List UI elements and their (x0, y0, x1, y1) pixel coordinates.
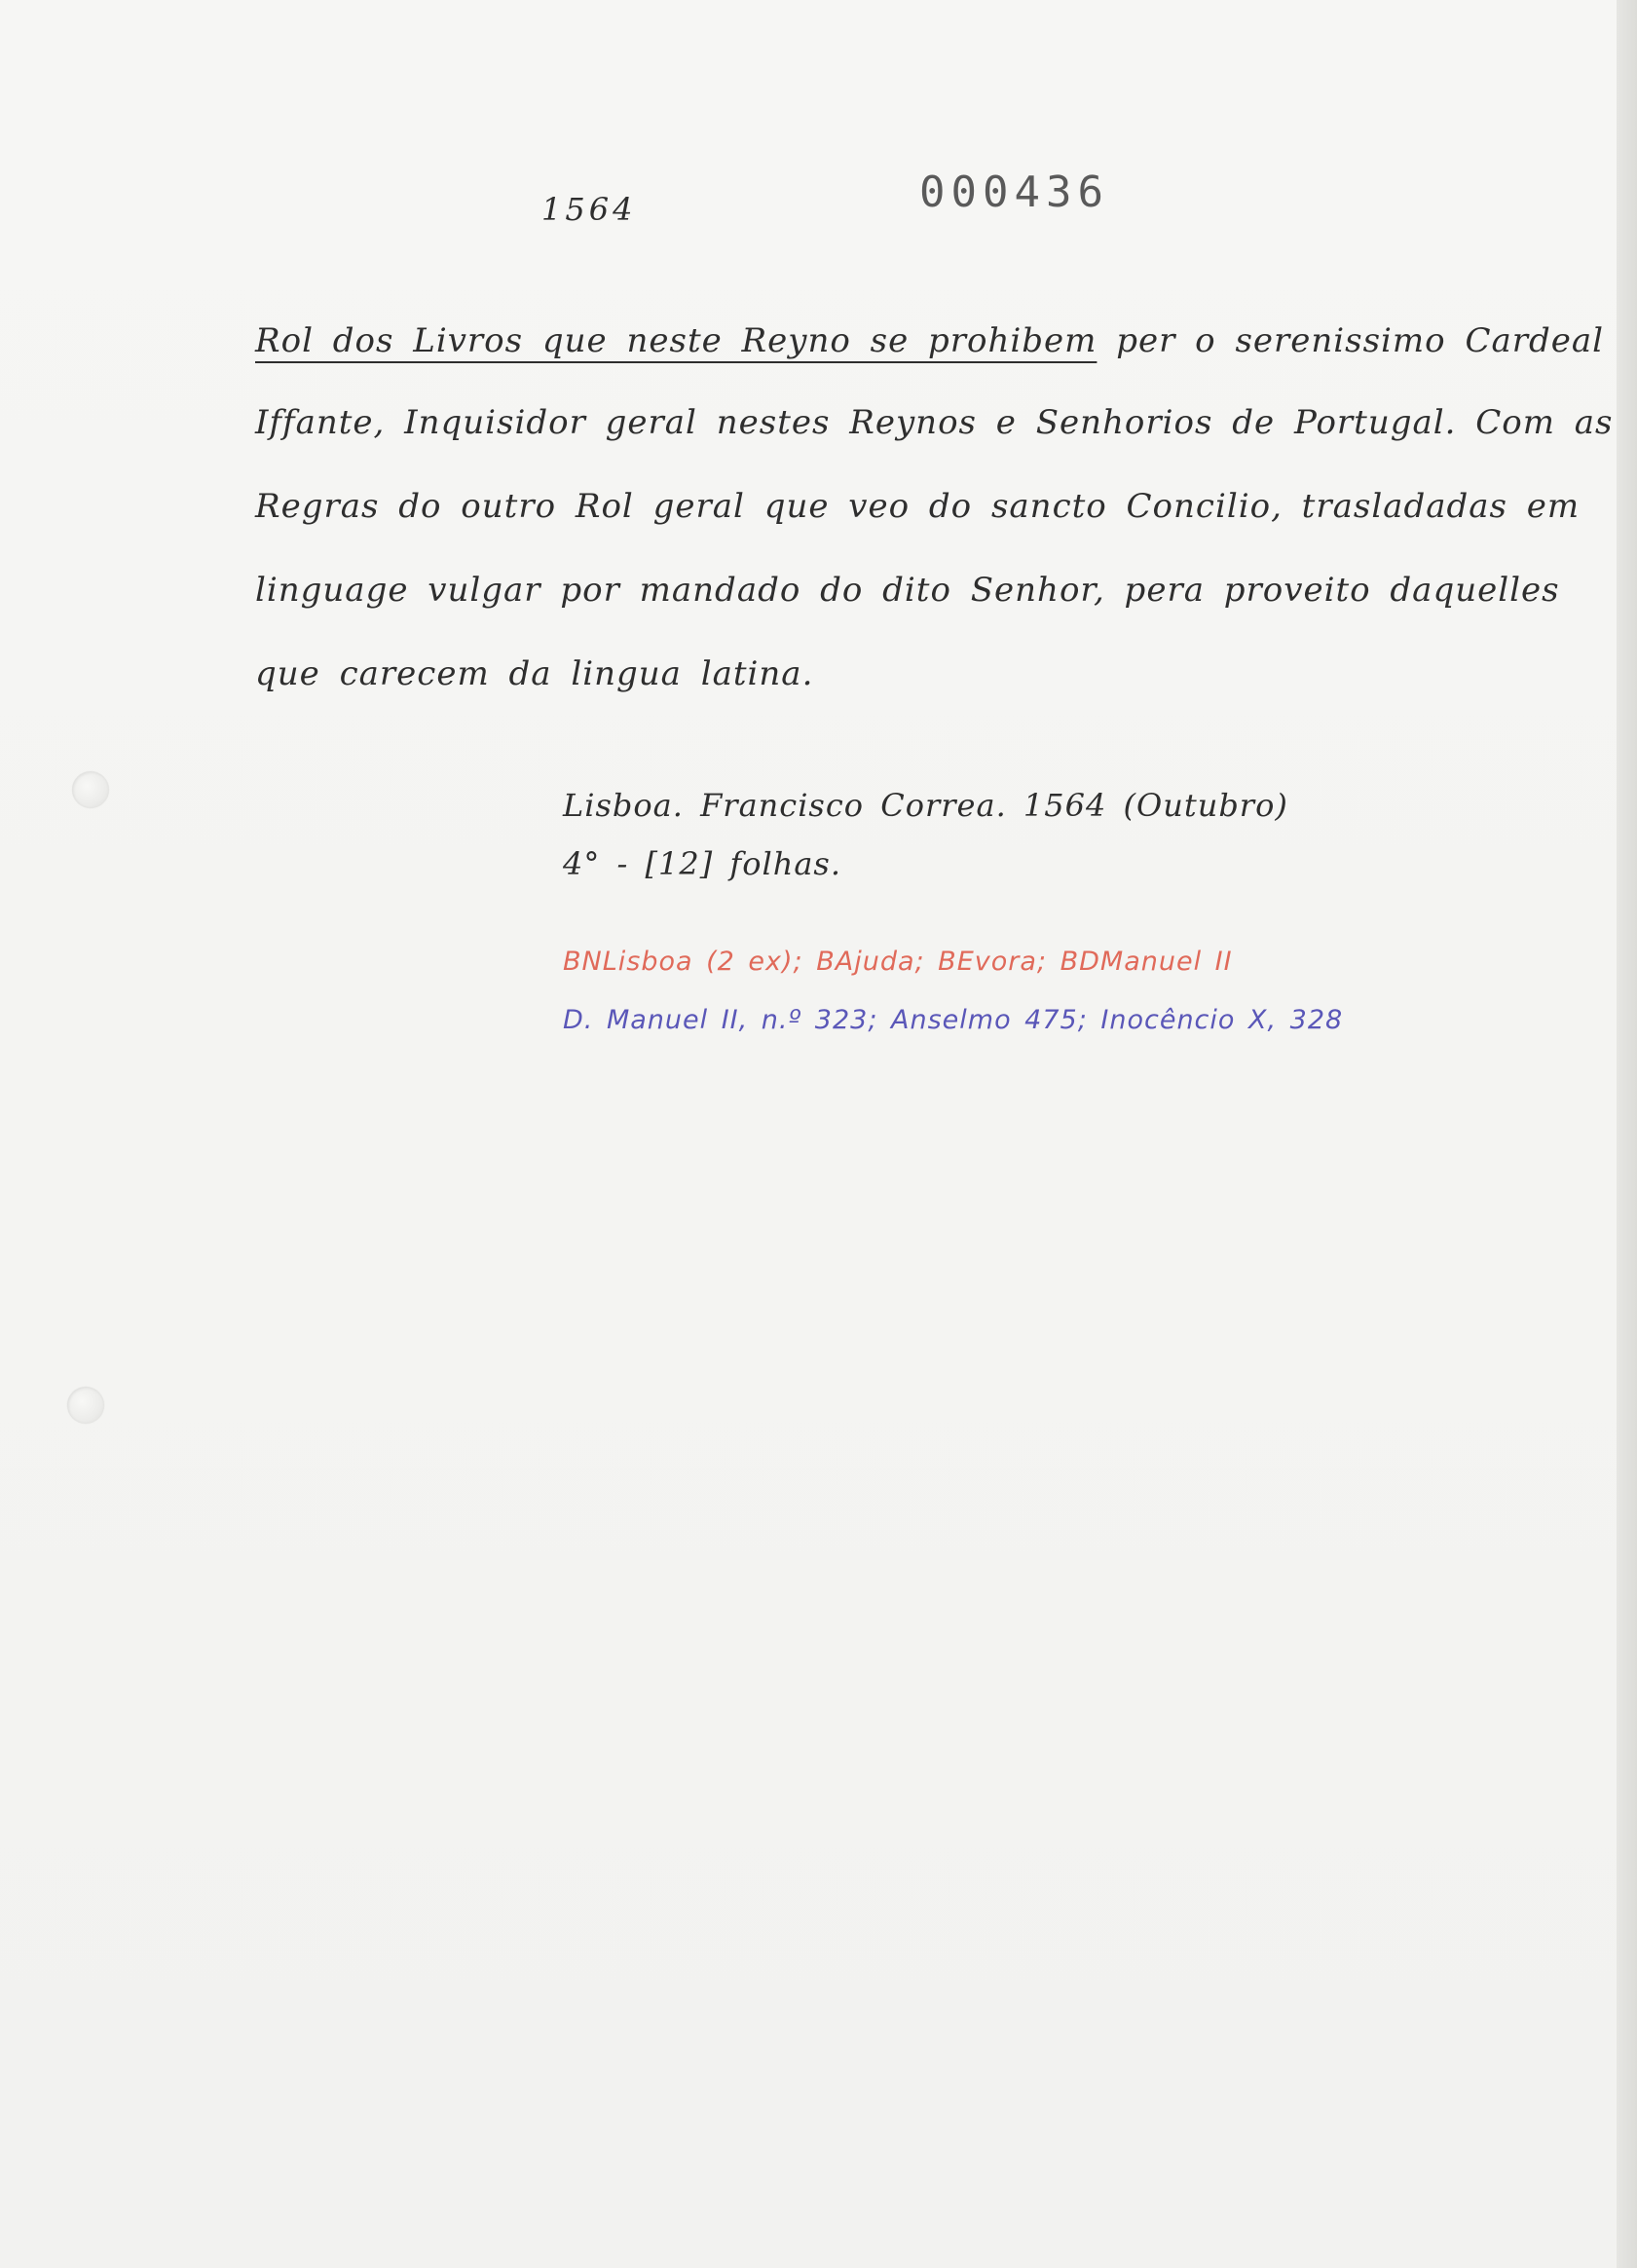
imprint: Lisboa. Francisco Correa. 1564 (Outubro) (563, 787, 1288, 824)
punch-hole-bottom (67, 1387, 104, 1424)
title-line-1-rest: per o serenissimo Cardeal (1116, 321, 1605, 360)
title-line-5: que carecem da lingua latina. (255, 654, 814, 693)
page-edge (1617, 0, 1637, 2268)
title-line-3: Regras do outro Rol geral que veo do sancto Concilio, trasladadas em (255, 487, 1581, 526)
title-line-4: linguage vulgar por mandado do dito Senhor, pera proveito daquelles (255, 571, 1560, 610)
title-underlined: Rol dos Livros que neste Reyno se prohibem (255, 321, 1098, 360)
year: 1564 (541, 191, 637, 228)
title-line-1 (255, 321, 1604, 360)
punch-hole-top (72, 771, 109, 808)
reference-number: 000436 (919, 167, 1109, 217)
bibliographic-references: D. Manuel II, n.º 323; Anselmo 475; Inocêncio X, 328 (563, 1005, 1344, 1035)
title-line-2: Iffante, Inquisidor geral nestes Reynos e Senhorios de Portugal. Com as (255, 403, 1614, 442)
format: 4° - [12] folhas. (563, 845, 841, 882)
library-holdings: BNLisboa (2 ex); BAjuda; BEvora; BDManuel II (563, 947, 1233, 977)
